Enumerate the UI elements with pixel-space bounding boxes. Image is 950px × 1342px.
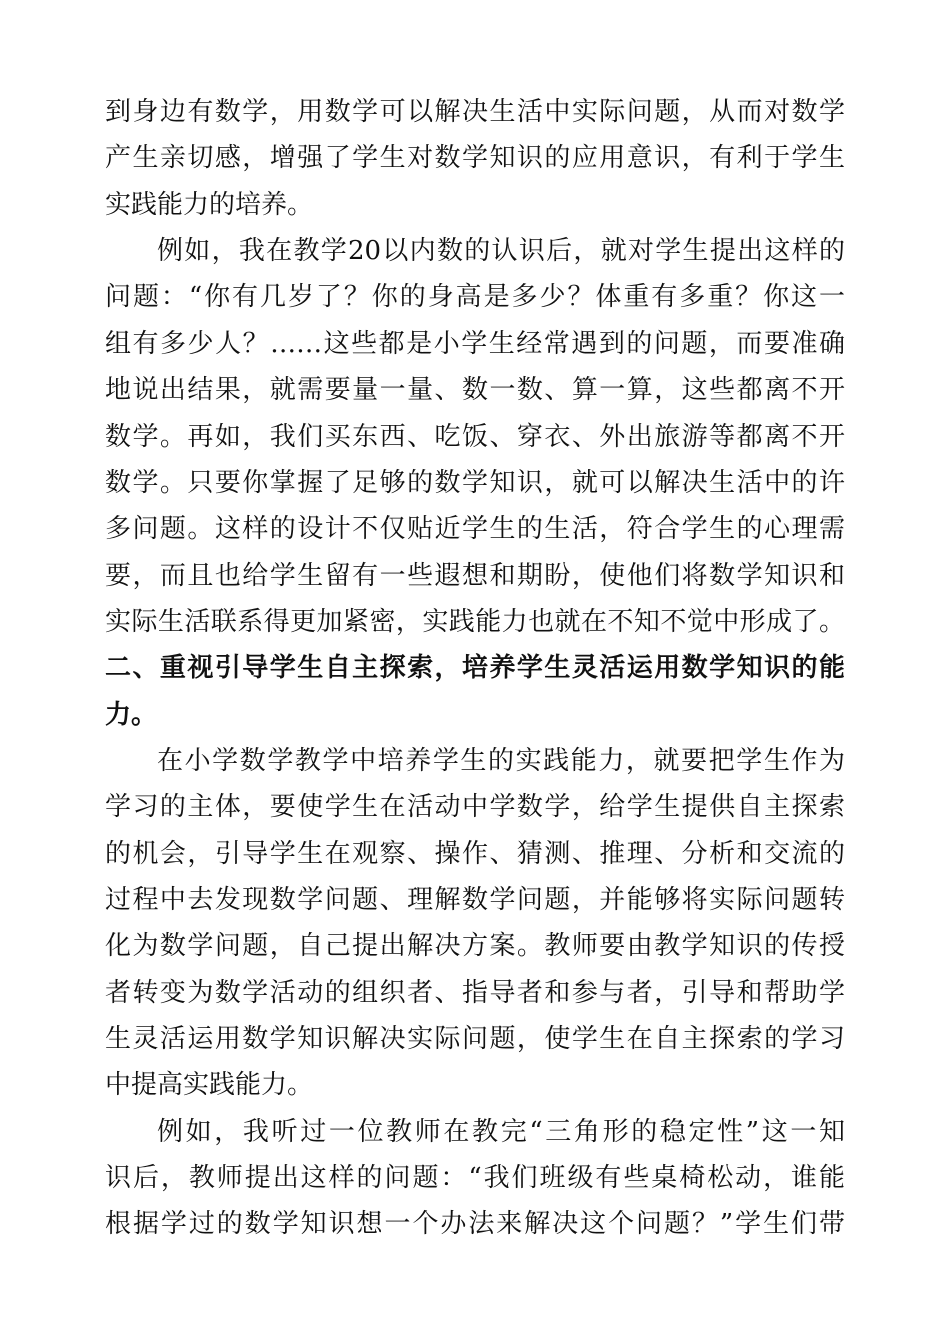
paragraph-start-line-23: 例如，我听过一位教师在教完“三角形的稳定性”这一知: [157, 1117, 845, 1147]
section-heading-line-2: 力。: [105, 700, 158, 730]
text-line-10: 多问题。这样的设计不仅贴近学生的生活，符合学生的心理需: [105, 514, 845, 544]
text-line-22: 中提高实践能力。: [105, 1070, 314, 1100]
text-line-7: 地说出结果，就需要量一量、数一数、算一算，这些都离不开: [105, 375, 845, 405]
text-line-3: 实践能力的培养。: [105, 190, 314, 220]
text-line-5: 问题：“你有几岁了？你的身高是多少？体重有多重？你这一: [105, 282, 845, 312]
paragraph-start-line-15: 在小学数学教学中培养学生的实践能力，就要把学生作为: [157, 746, 845, 776]
text-line-21: 生灵活运用数学知识解决实际问题，使学生在自主探索的学习: [105, 1024, 845, 1054]
text-line-17: 的机会，引导学生在观察、操作、猜测、推理、分析和交流的: [105, 839, 845, 869]
text-line-20: 者转变为数学活动的组织者、指导者和参与者，引导和帮助学: [105, 978, 845, 1008]
text-line-16: 学习的主体，要使学生在活动中学数学，给学生提供自主探索: [105, 792, 845, 822]
text-line-8: 数学。再如，我们买东西、吃饭、穿衣、外出旅游等都离不开: [105, 422, 845, 452]
text-line-24: 识后，教师提出这样的问题：“我们班级有些桌椅松动，谁能: [105, 1163, 845, 1193]
text-line-6: 组有多少人？……这些都是小学生经常遇到的问题，而要准确: [105, 329, 845, 359]
paragraph-start-line-4: 例如，我在教学20以内数的认识后，就对学生提出这样的: [157, 236, 845, 266]
text-line-9: 数学。只要你掌握了足够的数学知识，就可以解决生活中的许: [105, 468, 845, 498]
section-heading-line-1: 二、重视引导学生自主探索，培养学生灵活运用数学知识的能: [105, 653, 845, 683]
text-line-1: 到身边有数学，用数学可以解决生活中实际问题，从而对数学: [105, 97, 845, 127]
text-line-25: 根据学过的数学知识想一个办法来解决这个问题？”学生们带: [105, 1209, 845, 1239]
text-line-12: 实际生活联系得更加紧密，实践能力也就在不知不觉中形成了。: [105, 607, 845, 637]
text-line-18: 过程中去发现数学问题、理解数学问题，并能够将实际问题转: [105, 885, 845, 915]
text-line-11: 要，而且也给学生留有一些遐想和期盼，使他们将数学知识和: [105, 561, 845, 591]
text-line-19: 化为数学问题，自己提出解决方案。教师要由教学知识的传授: [105, 931, 845, 961]
text-line-2: 产生亲切感，增强了学生对数学知识的应用意识，有利于学生: [105, 143, 845, 173]
